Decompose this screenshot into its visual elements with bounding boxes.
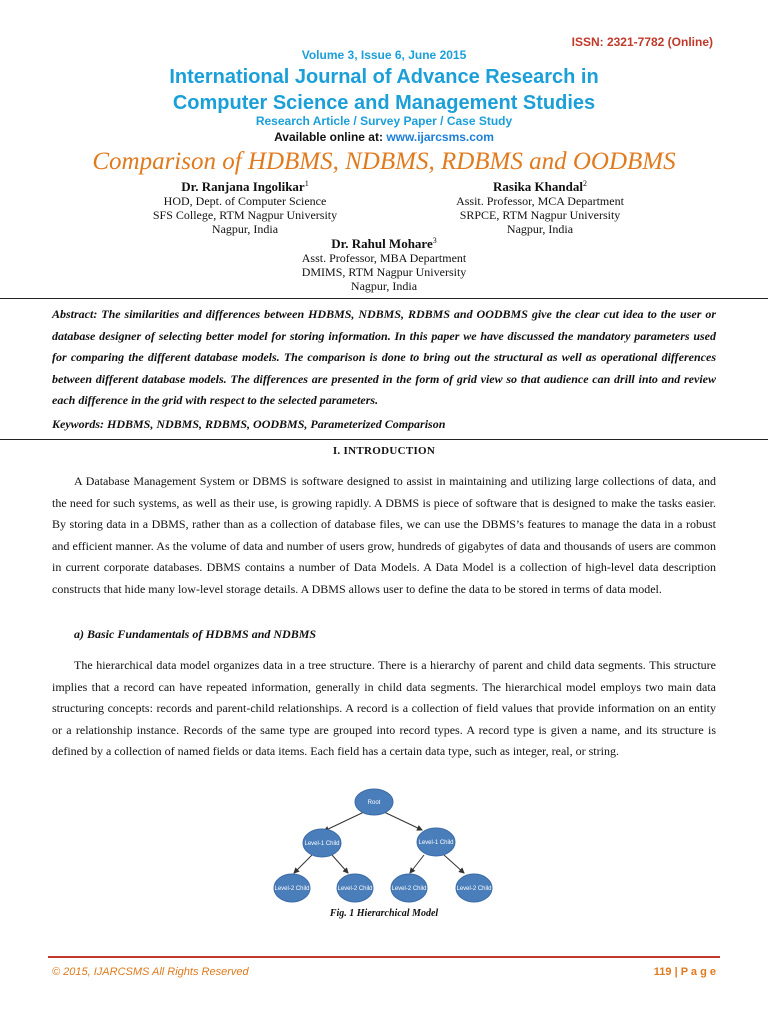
journal-url-link[interactable]: www.ijarcsms.com <box>386 130 494 144</box>
edge <box>324 812 364 831</box>
available-label: Available online at: <box>274 130 387 144</box>
author-affiliation: SRPCE, RTM Nagpur University <box>459 208 621 222</box>
author-affiliation: Asst. Professor, MBA Department <box>301 251 467 265</box>
page-number: 119 | P a g e <box>653 966 716 978</box>
journal-title-line2: Computer Science and Management Studies <box>172 92 596 114</box>
author-sup: 2 <box>582 179 587 188</box>
abstract: Abstract: The similarities and differences between HDBMS, NDBMS, RDBMS and OODBMS give the clear cut idea to the user or database designer of selecting better model for storing information. In this paper we have discussed the mandatory parameters used for comparing the different database models. The comparison is done to bring out the structural as well as operational differences between different database models. The differences are presented in the form of grid view so that audience can drill into and review each difference in the grid with respect to the selected parameters. <box>52 307 716 407</box>
node-level2-d-label: Level-2 Child <box>456 886 492 892</box>
node-level1-b-label: Level-1 Child <box>418 840 454 846</box>
keywords: Keywords: HDBMS, NDBMS, RDBMS, OODBMS, Parameterized Comparison <box>52 417 446 431</box>
author-block-3 <box>254 234 514 293</box>
edge <box>384 812 422 830</box>
divider <box>0 439 768 440</box>
author-affiliation: Nagpur, India <box>211 222 279 236</box>
hierarchical-model-figure <box>260 785 510 905</box>
node-level2-c-label: Level-2 Child <box>391 886 427 892</box>
node-level2-b-label: Level-2 Child <box>337 886 373 892</box>
intro-paragraph: A Database Management System or DBMS is software designed to assist in maintaining and utilizing large collections of data, and the need for such systems, as well as their use, is growing rapidly. A DBMS is piece of software that is designed to make the tasks easier. By storing data in a DBMS, rather than as a collection of database files, we can use the DBMS’s features to manage the data in a robust and efficient manner. As the volume of data and number of users grow, hundreds of gigabytes of data and thousands of users are common in current corporate databases. DBMS contains a number of Data Models. A Data Model is a collection of high-level data description constructs that hide many low-level storage details. A DBMS allows user to define the data to be stored in terms of data model. <box>52 474 716 596</box>
author-name: Rasika Khandal <box>493 179 583 194</box>
edge <box>294 855 312 873</box>
author-name: Dr. Ranjana Ingolikar <box>181 179 305 194</box>
copyright-notice: © 2015, IJARCSMS All Rights Reserved <box>52 966 249 978</box>
author-affiliation: HOD, Dept. of Computer Science <box>163 194 327 208</box>
divider <box>0 298 768 299</box>
paper-title: Comparison of HDBMS, NDBMS, RDBMS and OODBMS <box>92 148 676 175</box>
article-type: Research Article / Survey Paper / Case Study <box>255 114 513 128</box>
author-sup: 3 <box>432 236 437 245</box>
node-root-label: Root <box>367 800 381 806</box>
edge <box>444 855 464 873</box>
author-affiliation: Assit. Professor, MCA Department <box>456 194 624 208</box>
issn-label: ISSN: 2321-7782 (Online) <box>571 35 713 49</box>
figure-caption: Fig. 1 Hierarchical Model <box>329 908 439 919</box>
author-block-2 <box>410 177 670 236</box>
author-block-1 <box>115 177 375 236</box>
available-online <box>0 130 768 144</box>
journal-title <box>0 64 768 116</box>
volume-issue: Volume 3, Issue 6, June 2015 <box>301 48 467 62</box>
section-heading: I. INTRODUCTION <box>332 445 436 457</box>
hierarchical-paragraph: The hierarchical data model organizes data in a tree structure. There is a hierarchy of parent and child data segments. This structure implies that a record can have repeated information, generally in child data segments. The hierarchical model employs two main data structuring concepts: records and parent-child relationships. A record is a collection of field values that provide information on an entity or a relationship instance. Records of the same type are grouped into record types. A record type is given a name, and its structure is defined by a collection of named fields or data items. Each field has a certain data type, such as integer, real, or string. <box>52 658 716 758</box>
node-level2-a-label: Level-2 Child <box>274 886 310 892</box>
edge <box>332 855 348 873</box>
edge <box>410 855 424 873</box>
author-affiliation: DMIMS, RTM Nagpur University <box>301 265 467 279</box>
author-affiliation: Nagpur, India <box>350 279 418 293</box>
author-name: Dr. Rahul Mohare <box>331 236 433 251</box>
author-affiliation: Nagpur, India <box>506 222 574 236</box>
node-level1-a-label: Level-1 Child <box>304 841 340 847</box>
author-affiliation: SFS College, RTM Nagpur University <box>152 208 338 222</box>
footer-divider <box>48 956 720 958</box>
subsection-heading: a) Basic Fundamentals of HDBMS and NDBMS <box>74 627 317 641</box>
journal-title-line1: International Journal of Advance Research in <box>169 66 599 88</box>
author-sup: 1 <box>304 179 309 188</box>
